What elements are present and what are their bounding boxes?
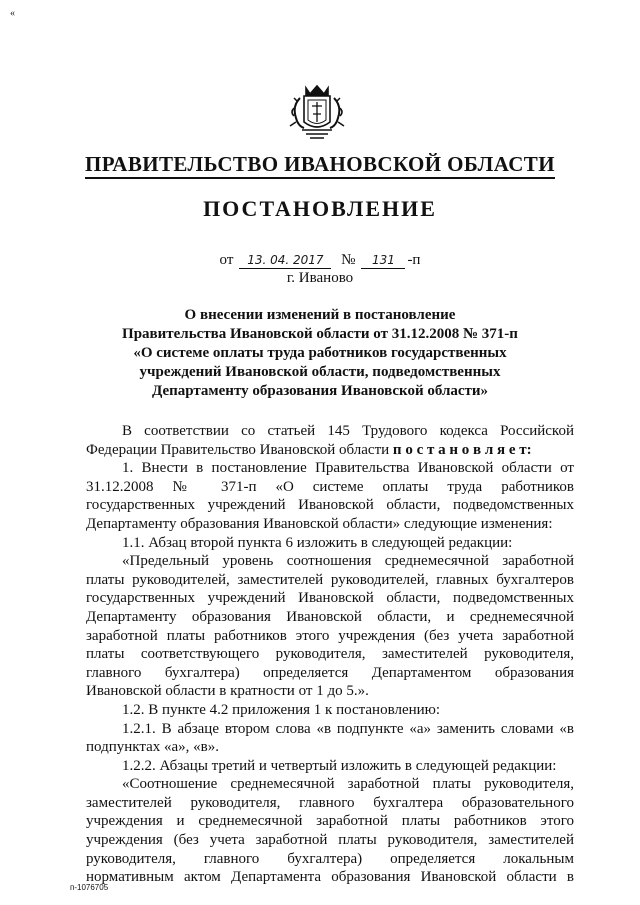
body-line: 1. Внести в постановление Правительства Ивановской области от xyxy=(122,460,574,477)
body-line: государственных учреждений Ивановской области, подведомственных xyxy=(86,497,574,514)
coat-of-arms-icon xyxy=(286,78,348,142)
body-line: заместителей руководителя, главного бухгалтера образовательного xyxy=(86,794,574,811)
date-value: 13. 04. 2017 xyxy=(239,252,331,269)
body-line: Ивановской области в кратности от 1 до 5.». xyxy=(86,683,369,700)
body-line: заработной платы работников этого учреждения (без учета заработной xyxy=(86,627,574,644)
body-line: Департаменту образования Ивановской области, и среднемесячной xyxy=(86,608,574,625)
body-line: подпунктах «а», «в». xyxy=(86,739,220,756)
body-line: 1.2.1. В абзаце втором слова «в подпункте «а» заменить словами «в xyxy=(122,720,574,737)
body-line: руководителя, главного бухгалтера) определяется локальным xyxy=(86,850,574,867)
body-line: нормативным актом Департамента образования Ивановской области в xyxy=(86,869,574,886)
decree-word: п о с т а н о в л я е т: xyxy=(392,441,532,458)
subject-line: «О системе оплаты труда работников государственных xyxy=(133,345,507,361)
number-prefix: № xyxy=(341,252,356,268)
document-code: п-1076705 xyxy=(70,883,109,892)
body-line: учреждения и среднемесячной заработной платы работников этого xyxy=(86,813,574,830)
body-line: 31.12.2008 № 371-п «О системе оплаты труда работников xyxy=(86,478,574,495)
date-prefix: от xyxy=(219,252,234,268)
body-line: государственных учреждений Ивановской области, подведомственных xyxy=(86,590,574,607)
body-line: 1.2.2. Абзацы третий и четвертый изложить в следующей редакции: xyxy=(122,757,557,774)
body-line: «Предельный уровень соотношения среднемесячной заработной xyxy=(122,553,574,570)
subject-line: Правительства Ивановской области от 31.12.2008 № 371-п xyxy=(122,326,518,342)
document-body xyxy=(86,422,574,887)
subject-line: учреждений Ивановской области, подведомственных xyxy=(139,364,501,380)
body-line: 1.2. В пункте 4.2 приложения 1 к постановлению: xyxy=(122,701,441,718)
subject-line: О внесении изменений в постановление xyxy=(184,307,456,323)
number-value: 131 xyxy=(361,252,405,269)
body-line: главного бухгалтера) определяется Департаментом образования xyxy=(86,664,574,681)
body-line: платы соответствующего руководителя, заместителей руководителя, xyxy=(86,646,574,663)
body-line: Федерации Правительство Ивановской области п о с т а н о в л я е т: xyxy=(86,441,532,458)
corner-mark: « xyxy=(10,8,15,19)
document-type-title: ПОСТАНОВЛЕНИЕ xyxy=(203,196,437,221)
date-number-line xyxy=(0,252,640,269)
document-subject xyxy=(0,306,640,401)
organization-title: ПРАВИТЕЛЬСТВО ИВАНОВСКОЙ ОБЛАСТИ xyxy=(0,152,640,177)
body-line: Департаменту образования Ивановской области» следующие изменения: xyxy=(86,515,553,532)
city: г. Иваново xyxy=(286,270,354,286)
body-line: «Соотношение среднемесячной заработной платы руководителя, xyxy=(122,776,574,793)
body-line: В соответствии со статьей 145 Трудового кодекса Российской xyxy=(122,423,574,439)
subject-line: Департаменту образования Ивановской области» xyxy=(151,383,489,399)
body-line: платы руководителей, заместителей руководителей, главных бухгалтеров xyxy=(86,571,574,588)
body-line: 1.1. Абзац второй пункта 6 изложить в следующей редакции: xyxy=(122,534,513,551)
body-line: учреждения (без учета заработной платы руководителя, заместителей xyxy=(86,832,574,849)
number-suffix: -п xyxy=(407,252,421,268)
